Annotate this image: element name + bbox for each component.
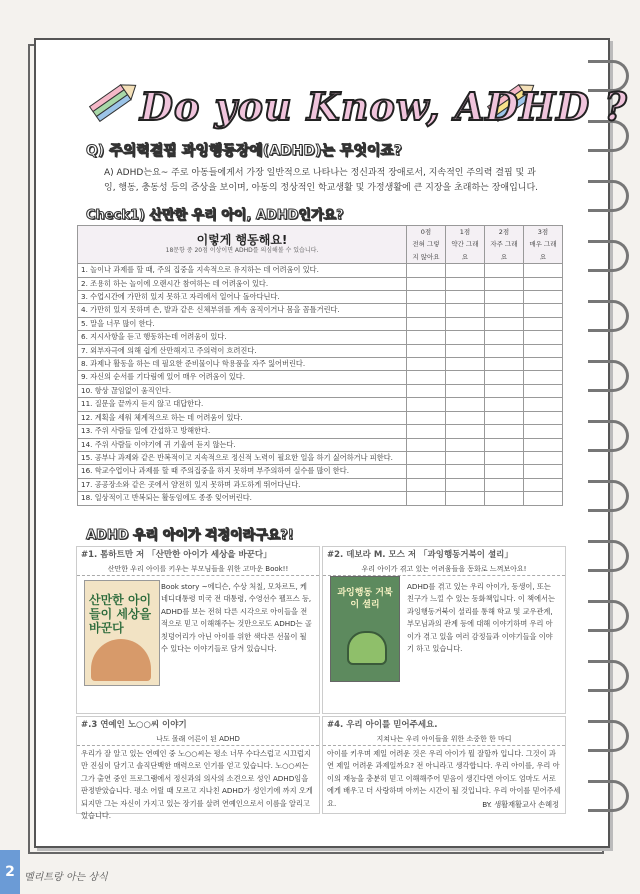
score-cell[interactable] bbox=[485, 451, 524, 464]
score-cell[interactable] bbox=[407, 291, 446, 304]
score-cell[interactable] bbox=[446, 411, 485, 424]
score-cell[interactable] bbox=[407, 438, 446, 451]
score-cell[interactable] bbox=[524, 478, 563, 491]
checklist-item: 16. 학교수업이나 과제를 할 때 주의집중을 하지 못하며 부주의하여 실수를 많이 한다. bbox=[78, 465, 407, 478]
score-cell[interactable] bbox=[407, 277, 446, 290]
score-cell[interactable] bbox=[446, 492, 485, 505]
checklist-item: 3. 수업시간에 가만히 있지 못하고 자리에서 일어나 돌아다닌다. bbox=[78, 291, 407, 304]
checklist-item: 7. 외부자극에 의해 쉽게 산만해지고 주의력이 흐려진다. bbox=[78, 344, 407, 357]
checklist-item: 4. 가만히 있지 못하며 손, 발과 같은 신체부위를 계속 움직이거나 몸을 꼼틀거린다. bbox=[78, 304, 407, 317]
book1-cover-image bbox=[84, 580, 160, 686]
pencil-icon bbox=[84, 78, 142, 122]
score-cell[interactable] bbox=[407, 264, 446, 277]
turtle-icon bbox=[347, 631, 387, 665]
score-cell[interactable] bbox=[485, 264, 524, 277]
score-cell[interactable] bbox=[407, 398, 446, 411]
checklist-row bbox=[78, 358, 563, 371]
score-cell[interactable] bbox=[524, 425, 563, 438]
column-header: 0점 전혀 그렇지 않아요 bbox=[407, 226, 446, 264]
story4-byline: BY. 생활재활교사 손혜정 bbox=[482, 799, 559, 809]
checklist-item: 5. 말을 너무 많이 한다. bbox=[78, 317, 407, 330]
checklist-row bbox=[78, 291, 563, 304]
book2-text: ADHD를 겪고 있는 우리 아이가, 동생이, 또는 친구가 느낄 수 있는 동화책입니다. 이 책에서는 과잉행동거북이 셜리를 통해 학교 및 교우관계, 부모님과의 관계 등에 대해 이야기하며 우리 아이가 겪고 있을 여러 감정들과 이야기들을 이야기 하고 있습니다. bbox=[407, 582, 555, 654]
story4-subtitle: 지쳐나는 우리 아이들을 위한 소중한 한 마디 bbox=[323, 733, 565, 746]
checklist-item: 1. 놀이나 과제를 할 때, 주의 집중을 지속적으로 유지하는 데 어려움이 있다. bbox=[78, 264, 407, 277]
ring bbox=[588, 660, 629, 692]
score-cell[interactable] bbox=[524, 331, 563, 344]
checklist-title: 이렇게 행동해요! bbox=[196, 232, 288, 247]
score-cell[interactable] bbox=[446, 317, 485, 330]
checklist-item: 10. 항상 끊임없이 움직인다. bbox=[78, 384, 407, 397]
score-cell[interactable] bbox=[485, 438, 524, 451]
score-cell[interactable] bbox=[407, 478, 446, 491]
score-cell[interactable] bbox=[485, 465, 524, 478]
book1-subtitle: 산만한 우리 아이를 키우는 부모님들을 위한 고마운 Book!! bbox=[77, 563, 319, 576]
checklist-item: 11. 질문을 끝까지 듣지 않고 대답한다. bbox=[78, 398, 407, 411]
checklist-table bbox=[77, 225, 563, 506]
footer-section-title: 멜리트랑 아는 상식 bbox=[24, 872, 108, 883]
checklist-row bbox=[78, 478, 563, 491]
score-cell[interactable] bbox=[407, 384, 446, 397]
ring bbox=[588, 180, 629, 212]
checklist-row bbox=[78, 264, 563, 277]
score-cell[interactable] bbox=[485, 331, 524, 344]
question-answer: A) ADHD는요~ 주로 아동들에게서 가장 일반적으로 나타나는 정신과적 장애로서, 지속적인 주의력 결핍 및 과잉, 행동, 충동성 등의 증상을 보이며, 아동의 정상적인 학교생활 및 가정생활에 큰 지장을 초래하는 장애입니다. bbox=[104, 168, 539, 193]
score-cell[interactable] bbox=[407, 492, 446, 505]
column-header: 1점 약간 그래요 bbox=[446, 226, 485, 264]
book1-heading: #1. 톰하트만 저 「산만한 아이가 세상을 바꾼다」 bbox=[81, 550, 272, 560]
score-cell[interactable] bbox=[446, 451, 485, 464]
score-cell[interactable] bbox=[446, 384, 485, 397]
book2-cover-image bbox=[330, 576, 400, 682]
score-cell[interactable] bbox=[524, 492, 563, 505]
checklist-row bbox=[78, 317, 563, 330]
score-cell[interactable] bbox=[524, 411, 563, 424]
checklist-row bbox=[78, 451, 563, 464]
checklist-item: 9. 자신의 순서를 기다림에 있어 매우 어려움이 있다. bbox=[78, 371, 407, 384]
story3-heading: #.3 연예인 노○○씨 이야기 bbox=[81, 720, 187, 730]
checklist-subtitle: 18문항 중 20점 이상이면 ADHD를 의심해볼 수 있습니다. bbox=[165, 247, 319, 255]
checklist-row bbox=[78, 344, 563, 357]
score-cell[interactable] bbox=[446, 291, 485, 304]
checklist-heading: Check1) 산만한 우리 아이, ADHD인가요? bbox=[86, 208, 344, 223]
story4-box bbox=[322, 716, 566, 814]
score-cell[interactable] bbox=[407, 344, 446, 357]
ring bbox=[588, 240, 629, 272]
score-cell[interactable] bbox=[446, 277, 485, 290]
score-cell[interactable] bbox=[524, 264, 563, 277]
score-cell[interactable] bbox=[407, 304, 446, 317]
score-cell[interactable] bbox=[407, 371, 446, 384]
checklist-item: 18. 일상적이고 반복되는 활동임에도 종종 잊어버린다. bbox=[78, 492, 407, 505]
checklist-row bbox=[78, 398, 563, 411]
ring bbox=[588, 720, 629, 752]
story3-box bbox=[76, 716, 320, 821]
checklist-row bbox=[78, 438, 563, 451]
book1-cover-title: 산만한 아이들이 세상을 바꾼다 bbox=[89, 593, 152, 635]
page-title: Do you Know, ADHD ? bbox=[140, 84, 628, 129]
checklist-row bbox=[78, 384, 563, 397]
score-cell[interactable] bbox=[485, 411, 524, 424]
score-cell[interactable] bbox=[446, 425, 485, 438]
book2-heading: #2. 데보라 M. 모스 저 「과잉행동거북이 셜리」 bbox=[327, 550, 513, 560]
book1-cover-photo bbox=[91, 639, 151, 681]
score-cell[interactable] bbox=[485, 492, 524, 505]
score-cell[interactable] bbox=[446, 331, 485, 344]
score-cell[interactable] bbox=[524, 465, 563, 478]
score-cell[interactable] bbox=[407, 317, 446, 330]
score-cell[interactable] bbox=[407, 425, 446, 438]
question-heading: Q) 주의력결핍 과잉행동장애(ADHD)는 무엇이죠? bbox=[86, 143, 403, 159]
score-cell[interactable] bbox=[524, 358, 563, 371]
score-cell[interactable] bbox=[524, 438, 563, 451]
score-cell[interactable] bbox=[407, 451, 446, 464]
score-cell[interactable] bbox=[485, 384, 524, 397]
score-cell[interactable] bbox=[524, 317, 563, 330]
score-cell[interactable] bbox=[485, 398, 524, 411]
story4-heading: #4. 우리 아이를 믿어주세요. bbox=[327, 720, 438, 730]
checklist-item: 14. 주위 사람들 이야기에 귀 기울여 듣지 않는다. bbox=[78, 438, 407, 451]
score-cell[interactable] bbox=[485, 277, 524, 290]
checklist-row bbox=[78, 371, 563, 384]
ring bbox=[588, 360, 629, 392]
score-cell[interactable] bbox=[524, 398, 563, 411]
ring bbox=[588, 540, 629, 572]
checklist-row bbox=[78, 492, 563, 505]
ring bbox=[588, 600, 629, 632]
book2-subtitle: 우리 아이가 겪고 있는 어려움들을 동화로 느껴보아요! bbox=[323, 563, 565, 576]
ring bbox=[588, 480, 629, 512]
book2-cover-title: 과잉행동 거북이 셜리 bbox=[337, 588, 393, 610]
score-cell[interactable] bbox=[485, 358, 524, 371]
ring bbox=[588, 780, 629, 812]
checklist-header-row bbox=[78, 226, 563, 264]
checklist-row bbox=[78, 425, 563, 438]
score-cell[interactable] bbox=[524, 304, 563, 317]
checklist-title-cell bbox=[78, 226, 407, 264]
score-cell[interactable] bbox=[407, 358, 446, 371]
score-cell[interactable] bbox=[485, 317, 524, 330]
score-cell[interactable] bbox=[485, 371, 524, 384]
score-cell[interactable] bbox=[446, 371, 485, 384]
score-cell[interactable] bbox=[524, 344, 563, 357]
ring bbox=[588, 420, 629, 452]
checklist-row bbox=[78, 277, 563, 290]
worry-heading: ADHD 우리 아이가 걱정이라구요?! bbox=[86, 528, 294, 543]
score-cell[interactable] bbox=[485, 291, 524, 304]
score-cell[interactable] bbox=[446, 478, 485, 491]
score-cell[interactable] bbox=[524, 291, 563, 304]
column-header: 3점 매우 그래요 bbox=[524, 226, 563, 264]
score-cell[interactable] bbox=[446, 438, 485, 451]
score-cell[interactable] bbox=[446, 398, 485, 411]
score-cell[interactable] bbox=[524, 451, 563, 464]
checklist-item: 2. 조용히 하는 놀이에 오랜시간 참여하는 데 어려움이 있다. bbox=[78, 277, 407, 290]
score-cell[interactable] bbox=[485, 425, 524, 438]
ring bbox=[588, 300, 629, 332]
score-cell[interactable] bbox=[446, 344, 485, 357]
score-cell[interactable] bbox=[485, 304, 524, 317]
column-header: 2점 자주 그래요 bbox=[485, 226, 524, 264]
score-cell[interactable] bbox=[446, 465, 485, 478]
score-cell[interactable] bbox=[446, 358, 485, 371]
score-cell[interactable] bbox=[407, 465, 446, 478]
score-cell[interactable] bbox=[524, 371, 563, 384]
book1-text: Book story ~에디슨, 수상 처칠, 모차르트, 케네디대통령 미국 전 대통령, 수영선수 펠프스 등, ADHD를 보는 전혀 다른 시각으로 아이들을 전적으로 믿고 이해해주는 것만으로도 ADHD는 골칫덩어리가 아닌 아이를 위한 색다른 선물이 될 수 있다는 이야기들로 담겨 있습니다. bbox=[161, 582, 312, 654]
score-cell[interactable] bbox=[407, 411, 446, 424]
checklist-item: 13. 주위 사람들 일에 간섭하고 방해한다. bbox=[78, 425, 407, 438]
score-cell[interactable] bbox=[524, 384, 563, 397]
score-cell[interactable] bbox=[446, 304, 485, 317]
story3-subtitle: 나도 몰래 어른이 된 ADHD bbox=[77, 733, 319, 746]
story4-text: 아이를 키우며 제일 어려운 것은 우리 아이가 뭘 잘할까 입니다. 그것이 과연 제일 어려운 과제일까요? 전 아니라고 생각합니다. 우리 아이를, 우리 아이의 재능을 충분히 믿고 이해해주어 믿음이 생긴다면 아이도 엄마도 서로에게 배우고 더 사랑하며 아끼는 시간이 될 것입니다. 우리 아이를 믿어주세요. bbox=[327, 749, 561, 808]
score-cell[interactable] bbox=[485, 478, 524, 491]
checklist-row bbox=[78, 465, 563, 478]
checklist-row bbox=[78, 304, 563, 317]
checklist-row bbox=[78, 411, 563, 424]
checklist-item: 17. 공공장소와 같은 곳에서 얌전히 있지 못하며 과도하게 뛰어다닌다. bbox=[78, 478, 407, 491]
score-cell[interactable] bbox=[407, 331, 446, 344]
checklist-item: 15. 공부나 과제와 같은 반복적이고 지속적으로 정신적 노력이 필요한 일을 하기 싫어하거나 피한다. bbox=[78, 451, 407, 464]
score-cell[interactable] bbox=[446, 264, 485, 277]
story3-text: 우리가 잘 알고 있는 연예인 중 노○○씨는 평소 너무 수다스럽고 시끄럽지만 진심이 담기고 솔직단백한 매력으로 인기를 얻고 있습니다. 노○○씨는 그가 출연 중인 프로그램에서 정신과의 의사의 소견으로 성인 ADHD임을 판정받았습니다. 평소 어릴 때 모르고 지나친 ADHD가 성인기에 까지 오게 되지만 그는 자신이 가지고 있는 장기를 살려 연예인으로서 이름을 알리고 있습니다. bbox=[81, 749, 313, 821]
page-number: 2 bbox=[0, 850, 20, 894]
checklist-item: 8. 과제나 활동을 하는 데 필요한 준비물이나 학용품을 자주 잃어버린다. bbox=[78, 358, 407, 371]
checklist-item: 12. 계획을 세워 체계적으로 하는 데 어려움이 있다. bbox=[78, 411, 407, 424]
score-cell[interactable] bbox=[485, 344, 524, 357]
score-cell[interactable] bbox=[524, 277, 563, 290]
checklist-row bbox=[78, 331, 563, 344]
checklist-item: 6. 지시사항을 듣고 행동하는데 어려움이 있다. bbox=[78, 331, 407, 344]
